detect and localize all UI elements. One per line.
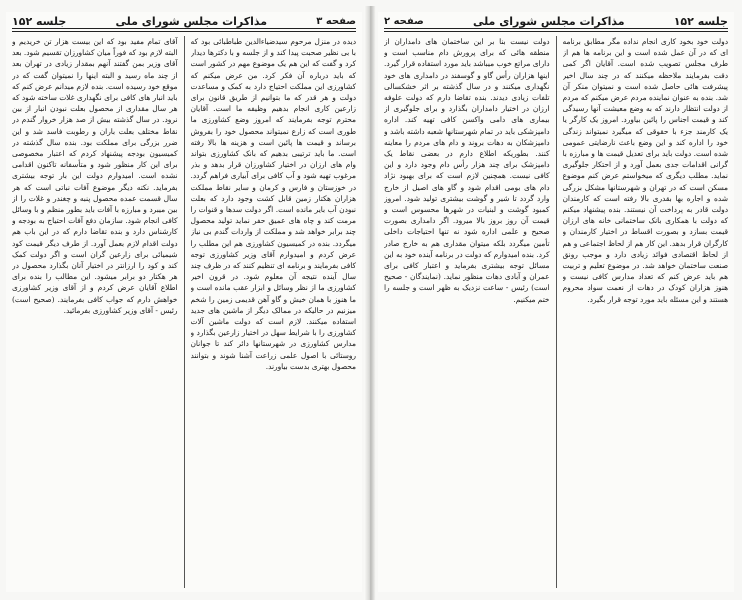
right-page-column-right: دولت خود بخود کاری انجام نداده مگر مطابق برنامه ای که در آن عمل شده است و این برنامه ها هم از طرف مجلس تصویب شده است. آقایان اگر کمی دقت بفرمایند ملاحظه میکنند که در چند سال اخیر پیشرفت هائی حاصل شده است و نمیتوان منکر آن شد. بنده به عنوان نماینده مردم عرض میکنم که مردم از دولت انتظار دارند که به وضع معیشت آنها رسیدگی کند و قیمت اجناس را پائین بیاورد. امروز یک کارگر یا یک کارمند جزء با حقوقی که میگیرد نمیتواند زندگی خود را اداره کند و این وضع باعث نارضایتی عمومی شده است. دولت باید برای تعدیل قیمت ها و مبارزه با گرانی اقدامات جدی بعمل آورد و از احتکار جلوگیری نماید. مطلب دیگری که میخواستم عرض کنم موضوع مسکن است که در تهران و شهرستانها مشکل بزرگی شده و اجاره بها بقدری بالا رفته است که کارمندان دولت قادر به پرداخت آن نیستند. بنده پیشنهاد میکنم که دولت با همکاری بانک ساختمانی خانه های ارزان قیمت بسازد و بصورت اقساط در اختیار کارمندان و کارگران قرار بدهد. این کار هم از لحاظ اجتماعی و هم از لحاظ اقتصادی فوائد زیادی دارد و موجب رونق صنعت ساختمان خواهد شد. در موضوع تعلیم و تربیت هم باید عرض کنم که تعداد مدارس کافی نیست و هنوز هزاران کودک در دهات از نعمت سواد محروم هستند و این مسئله باید مورد توجه قرار بگیرد. <box>562 37 728 304</box>
right-page-header <box>378 12 734 30</box>
right-page <box>378 12 734 592</box>
left-page-columns <box>12 36 356 588</box>
left-page-title: مذاکرات مجلس شورای ملی <box>115 14 268 28</box>
right-page-number: صفحه ۲ <box>384 15 424 27</box>
right-page-columns <box>384 36 728 588</box>
header-rule <box>384 28 728 32</box>
right-page-title: مذاکرات مجلس شورای ملی <box>472 14 625 28</box>
header-rule <box>12 28 356 32</box>
left-page-number: صفحه ۳ <box>316 15 356 27</box>
right-page-session: جلسه ۱۵۲ <box>673 14 728 28</box>
left-page-column-left: آقای تمام مفید بود که این بیست هزار تن خریدیم و البته لازم بود که فوراً میان کشاورزان تقسیم شود. بعد آقای وزیر بمن گفتند آنهم بمقدار زیادی در تهران بعد از چند ماه رسید و البته اینها را نمیتوان گفت که در موقع خود رسیده است. بنده لازم میدانم عرض کنم که باید انبار های کافی برای نگهداری غلات ساخته شود که هر سال مقداری از محصول بعلت نبودن انبار از بین نرود. در سال گذشته بیش از صد هزار خروار گندم در نقاط مختلف بعلت باران و رطوبت فاسد شد و این ضرر بزرگی برای مملکت بود. بنده سال گذشته در کمیسیون بودجه پیشنهاد کردم که اعتبار مخصوصی برای این کار منظور شود و متأسفانه تاکنون اقدامی نشده است. امیدوارم دولت این بار توجه بیشتری بفرماید. نکته دیگر موضوع آفات نباتی است که هر سال قسمت عمده محصول پنبه و چغندر و غلات را از بین میبرد و مبارزه با آفات باید بطور منظم و با وسائل کافی انجام شود. سازمان دفع آفات احتیاج به بودجه و کارشناس دارد و بنده تقاضا دارم که در این باب هم دولت اقدام لازم بعمل آورد. از طرف دیگر قیمت کود شیمیائی برای زارعین گران است و اگر دولت کمک کند و کود را ارزانتر در اختیار آنان بگذارد محصول در هر هکتار دو برابر میشود. این مطالب را بنده برای اطلاع آقایان عرض کردم و از آقای وزیر کشاورزی خواهش دارم که جواب کافی بفرمایند. (صحیح است) رئیس - آقای وزیر کشاورزی بفرمائید. <box>12 37 178 315</box>
left-page <box>6 12 362 592</box>
right-page-column-left: دولت نیست بنا بر این ساختمان های دامداران از منطقه هائی که برای پرورش دام مناسب است و دارای مراتع خوب میباشد باید مورد استفاده قرار گیرد. اینها هزاران رأس گاو و گوسفند در دامداری های خود نگهداری میکنند و در سال گذشته بر اثر خشکسالی تلفات زیادی دیدند. بنده تقاضا دارم که دولت علوفه ارزان در اختیار دامداران بگذارد و برای جلوگیری از بیماری های دامی واکسن کافی تهیه کند. اداره دامپزشکی باید در تمام شهرستانها شعبه داشته باشد و دامپزشکان به دهات بروند و دام های مردم را معاینه کنند. بطوریکه اطلاع دارم در بعضی نقاط یک دامپزشک برای چند هزار رأس دام وجود دارد و این کافی نیست. همچنین لازم است که برای بهبود نژاد دام های بومی اقدام شود و گاو های اصیل از خارج وارد گردد تا شیر و گوشت بیشتری تولید شود. امروز کمبود گوشت و لبنیات در شهرها محسوس است و قیمت آن روز بروز بالا میرود. اگر دامداری بصورت صحیح و علمی اداره شود نه تنها احتیاجات داخلی تأمین میگردد بلکه میتوان مقداری هم به خارج صادر کرد. بنده امیدوارم که دولت در برنامه آینده خود به این مسائل توجه بیشتری بفرماید و اعتبار کافی برای عمران و آبادی دهات منظور نماید. (نمایندگان - صحیح است) رئیس - ساعت نزدیک به ظهر است و جلسه را ختم میکنیم. <box>384 37 550 304</box>
book-gutter <box>364 6 376 600</box>
column-divider <box>184 36 185 588</box>
left-page-column-right: دیده در منزل مرحوم سیدضیاءالدین طباطبائی بود که با بی نظیر صحبت پیدا کند و از جلسه و با دکترها دیدار کرد و گفت که این هم یک موضوع مهم در کشور است که باید درباره آن فکر کرد. من عرض میکنم که کشاورزی این مملکت احتیاج دارد به کمک و مساعدت دولت و هر قدر که ما بتوانیم از طریق قانون برای زارعین کاری انجام بدهیم وظیفه ما است. آقایان محترم توجه بفرمایند که امروز وضع کشاورزی ما طوری است که زارع نمیتواند محصول خود را بفروش برساند و قیمت ها پائین است و هزینه ها بالا رفته است. ما باید ترتیبی بدهیم که بانک کشاورزی بتواند وام های ارزان در اختیار کشاورزان قرار بدهد و بذر مرغوب تهیه شود و آب کافی برای آبیاری فراهم گردد. در خوزستان و فارس و کرمان و سایر نقاط مملکت هزاران هکتار زمین قابل کشت وجود دارد که بعلت نبودن آب بایر مانده است. اگر دولت سدها و قنوات را مرمت کند و چاه های عمیق حفر نماید تولید محصول چند برابر خواهد شد و مملکت از واردات گندم بی نیاز میگردد. بنده در کمیسیون کشاورزی هم این مطلب را عرض کردم و امیدوارم آقای وزیر کشاورزی توجه کافی بفرمایند و برنامه ای تنظیم کنند که در ظرف چند سال آینده نتیجه آن معلوم شود. در قرون اخیر کشاورزی ما از نظر وسائل و ابزار عقب مانده است و ما هنوز با همان خیش و گاو آهن قدیمی زمین را شخم میزنیم در حالیکه در ممالک دیگر از ماشین های جدید استفاده میکنند. لازم است که دولت ماشین آلات کشاورزی را با شرایط سهل در اختیار زارعین بگذارد و مدارس کشاورزی در شهرستانها دائر کند تا جوانان روستائی با اصول علمی زراعت آشنا شوند و بتوانند محصول بهتری بدست بیاورند. <box>190 37 356 371</box>
left-page-header <box>6 12 362 30</box>
left-page-session: جلسه ۱۵۲ <box>12 14 67 28</box>
column-divider <box>556 36 557 588</box>
